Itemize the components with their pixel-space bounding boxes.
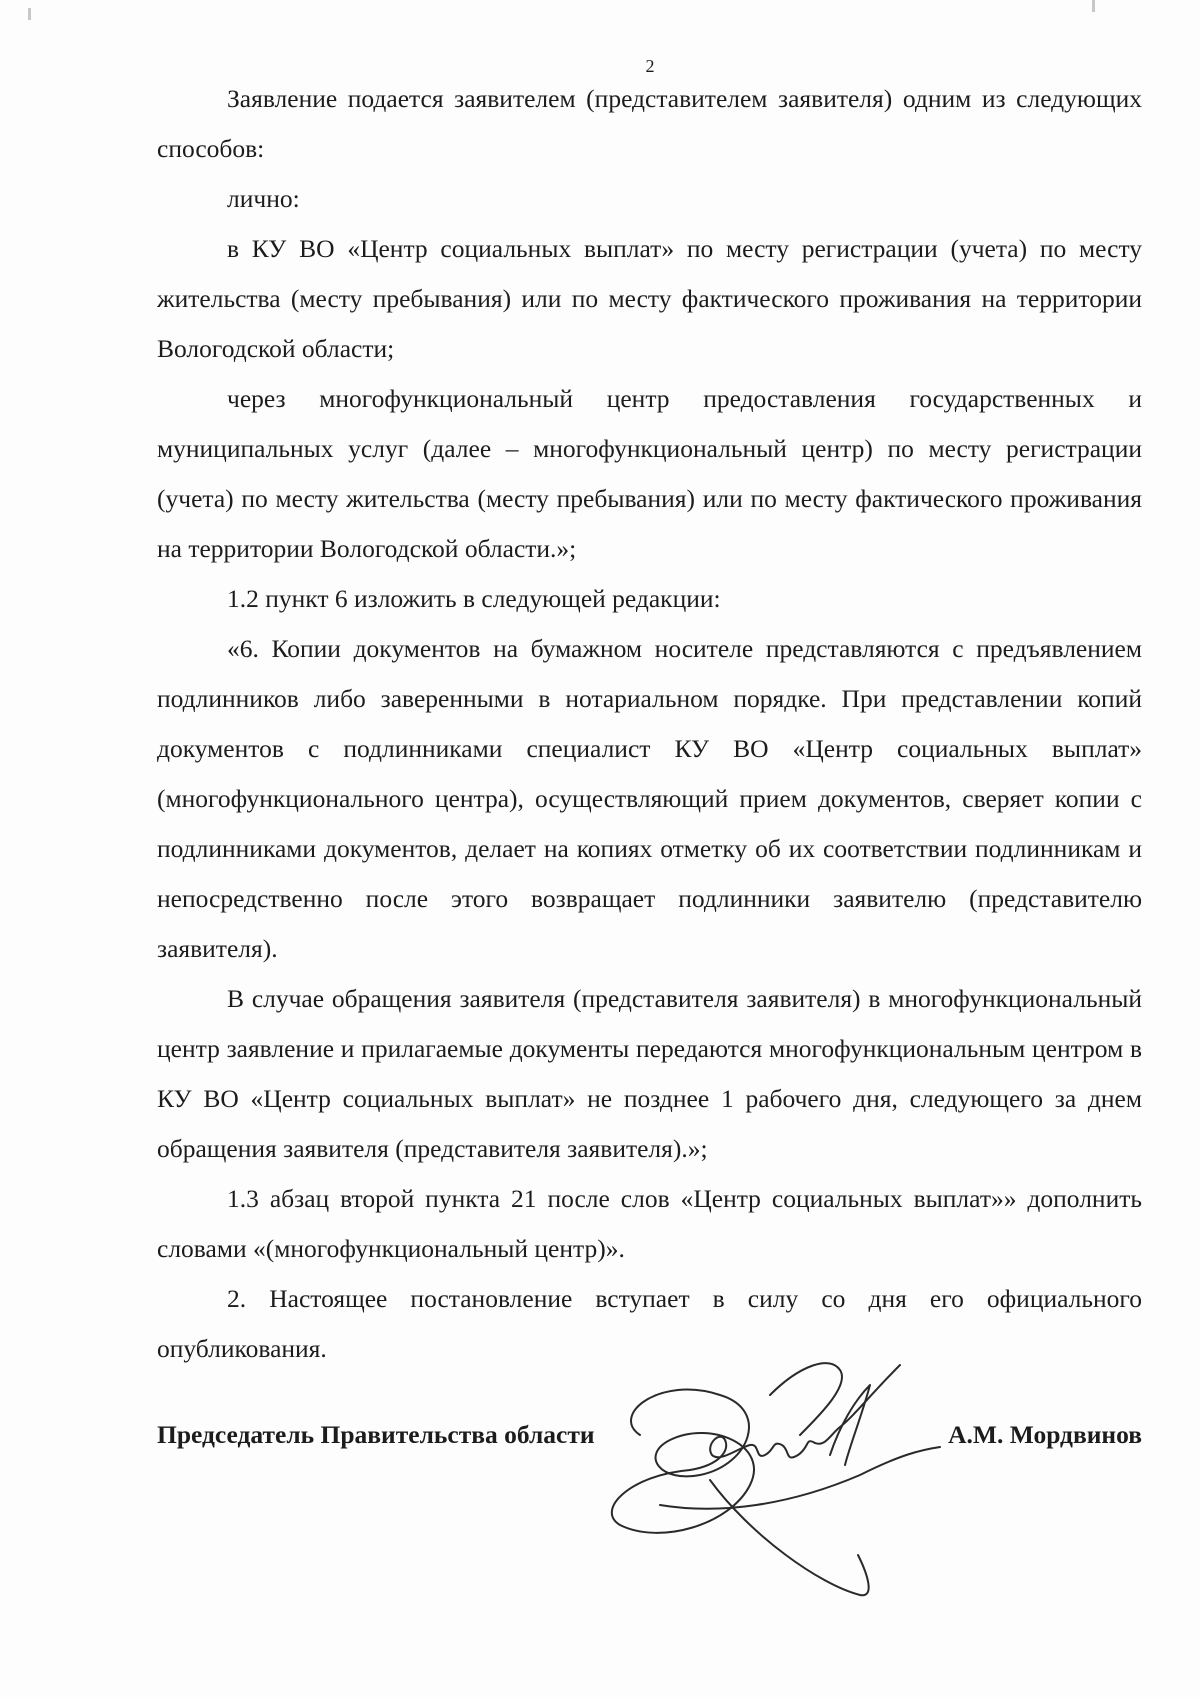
paragraph: Заявление подается заявителем (представителем заявителя) одним из следующих способов: <box>157 84 1142 163</box>
paragraph: 2. Настоящее постановление вступает в силу со дня его официального опубликования. <box>157 1284 1142 1363</box>
paragraph: 1.2 пункт 6 изложить в следующей редакции: <box>227 584 721 613</box>
scan-mark <box>28 8 31 20</box>
paragraph: 1.3 абзац второй пункта 21 после слов «Центр социальных выплат»» дополнить словами «(многофункциональный центр)». <box>157 1184 1142 1263</box>
paragraph: в КУ ВО «Центр социальных выплат» по месту регистрации (учета) по месту жительства (месту пребывания) или по месту фактического проживания на территории Вологодской области; <box>157 234 1142 363</box>
scan-mark <box>1092 0 1095 12</box>
signature-block <box>157 1420 1142 1468</box>
signatory-name: А.М. Мордвинов <box>948 1420 1142 1449</box>
signatory-title: Председатель Правительства области <box>157 1420 595 1449</box>
handwritten-signature <box>600 1355 960 1605</box>
paragraph: В случае обращения заявителя (представителя заявителя) в многофункциональный центр заявление и прилагаемые документы передаются многофункциональным центром в КУ ВО «Центр социальных выплат» не позднее 1 рабочего дня, следующего за днем обращения заявителя (представителя заявителя).»; <box>157 984 1142 1163</box>
paragraph: лично: <box>227 184 300 213</box>
paragraph: через многофункциональный центр предоставления государственных и муниципальных услуг (далее – многофункциональный центр) по месту регистрации (учета) по месту жительства (месту пребывания) или по месту фактического проживания на территории Вологодской области.»; <box>157 384 1142 563</box>
document-body <box>157 74 1142 1374</box>
page-number: 2 <box>645 56 655 76</box>
paragraph: «6. Копии документов на бумажном носителе представляются с предъявлением подлинников либо заверенными в нотариальном порядке. При представлении копий документов с подлинниками специалист КУ ВО «Центр социальных выплат» (многофункционального центра), осуществляющий прием документов, сверяет копии с подлинниками документов, делает на копиях отметку об их соответствии подлинникам и непосредственно после этого возвращает подлинники заявителю (представителю заявителя). <box>157 634 1142 963</box>
